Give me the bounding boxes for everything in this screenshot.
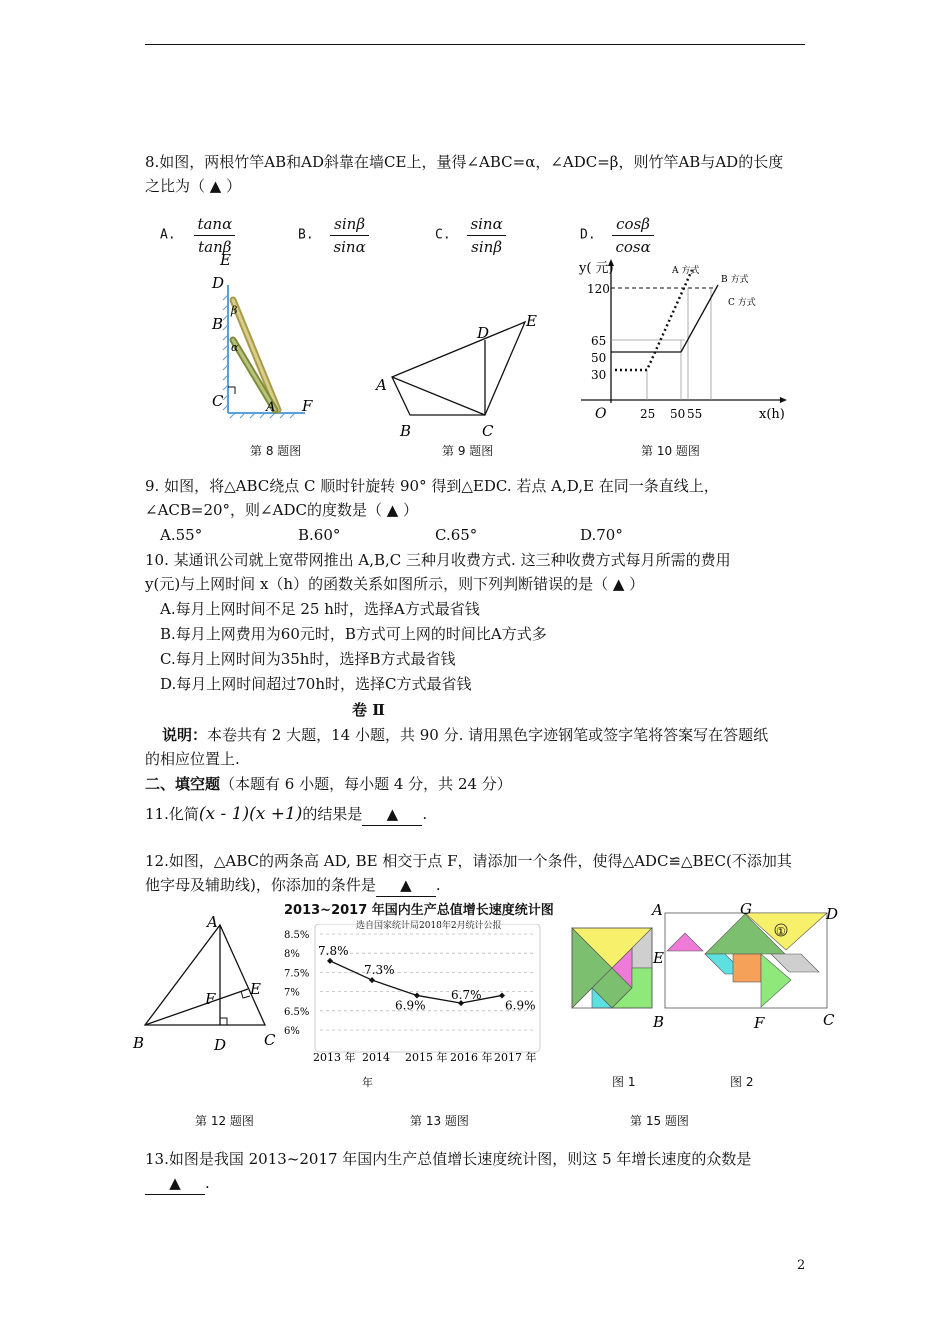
note-text: 本卷共有 2 大题，14 小题，共 90 分. 请用黑色字迹钢笔或签字笔将答案写在答题纸 <box>207 726 769 744</box>
fig9-caption: 第 9 题图 <box>442 444 494 458</box>
label-B: B <box>400 422 412 440</box>
numerator: tanα <box>194 213 235 236</box>
y-tick-label: 6% <box>284 1026 300 1037</box>
heading-label: 二、填空题 <box>145 775 221 793</box>
label-C: C <box>823 1011 835 1029</box>
q12-line2-text: 他字母及辅助线)，你添加的条件是 <box>145 876 376 894</box>
x-axis-extra-label: 年 <box>362 1076 373 1089</box>
page-number: 2 <box>797 1258 806 1273</box>
label-C: C <box>482 422 494 440</box>
q11-prefix: 11.化简 <box>145 805 199 823</box>
q8-stem-line1: 8.如图，两根竹竿AB和AD斜靠在墙CE上，量得∠ABC=α，∠ADC=β，则竹竿AB与AD的长度 <box>145 153 784 171</box>
y-tick-label: 7% <box>284 987 300 999</box>
label-alpha: α <box>231 341 239 354</box>
data-point <box>327 958 333 964</box>
figure-12 <box>130 905 280 1055</box>
y-tick-label: 7.5% <box>284 968 310 980</box>
q12-answer-blank[interactable]: ▲ <box>376 874 436 897</box>
fig10-caption: 第 10 题图 <box>641 444 700 458</box>
q10-option-c: C.每月上网时间为35h时，选择B方式最省钱 <box>160 650 456 668</box>
x-axis-label: x(h) <box>759 407 785 422</box>
fig15-sub2-caption: 图 2 <box>730 1075 754 1089</box>
q8-stem-line2: 之比为（ ▲ ） <box>145 177 242 195</box>
fig15-caption: 第 15 题图 <box>630 1114 689 1128</box>
denominator: tanβ <box>198 238 232 256</box>
y-tick-label: 6.5% <box>284 1006 310 1018</box>
y-tick-30: 30 <box>591 368 607 382</box>
q12-end: . <box>435 876 441 894</box>
fraction <box>330 213 368 258</box>
x-tick-label: 2016 年 <box>450 1051 493 1064</box>
label-A: A <box>207 913 218 931</box>
label-B: B <box>653 1013 665 1031</box>
denominator: sinα <box>333 238 366 256</box>
label-C: C <box>212 392 224 410</box>
q11-suffix: 的结果是 <box>302 805 363 823</box>
figure-9 <box>370 310 550 440</box>
figure-13-chart-title: 2013~2017 年国内生产总值增长速度统计图 <box>284 903 554 918</box>
data-label: 7.8% <box>318 943 349 958</box>
q12-line2 <box>145 874 441 897</box>
q10-option-b: B.每月上网费用为60元时，B方式可上网的时间比A方式多 <box>160 625 547 643</box>
label-D: D <box>212 274 225 292</box>
header-rule <box>145 44 805 45</box>
fraction <box>467 213 505 258</box>
y-tick-50: 50 <box>591 351 607 365</box>
x-tick-label: 2013 年 <box>313 1051 356 1064</box>
q9-option-a: A.55° <box>160 526 203 544</box>
q9-stem-line1: 9. 如图，将△ABC绕点 C 顺时针旋转 90° 得到△EDC. 若点 A,D,E 在同一条直线上， <box>145 477 719 495</box>
y-tick-120: 120 <box>587 282 610 296</box>
numerator: sinβ <box>330 213 368 236</box>
section-title: 卷 Ⅱ <box>352 701 385 719</box>
fig15-sub1-caption: 图 1 <box>612 1075 636 1089</box>
y-tick-label: 8.5% <box>284 930 310 941</box>
figure-13-chart <box>280 924 550 1094</box>
data-point <box>369 977 375 983</box>
q13-end: . <box>205 1174 210 1192</box>
legend-c: C 方式 <box>728 298 756 308</box>
label-beta: β <box>231 304 238 317</box>
x-tick-label: 2017 年 <box>494 1051 537 1064</box>
q13-line2 <box>145 1172 210 1195</box>
label-E: E <box>653 949 664 967</box>
data-label: 7.3% <box>364 963 395 978</box>
data-label: 6.7% <box>451 988 482 1003</box>
label-B: B <box>133 1034 145 1052</box>
x-tick-label: 2014 <box>362 1051 390 1064</box>
label-F: F <box>754 1014 765 1032</box>
label-B: B <box>212 315 224 333</box>
section-note-line2: 的相应位置上. <box>145 750 240 768</box>
fraction <box>612 213 653 258</box>
note-label: 说明： <box>162 726 208 744</box>
q10-option-a: A.每月上网时间不足 25 h时，选择A方式最省钱 <box>160 600 480 618</box>
legend-a: A 方式 <box>672 266 700 276</box>
q9-stem-line2: ∠ACB=20°，则∠ADC的度数是（ ▲ ） <box>145 501 419 519</box>
x-tick-25: 25 <box>640 407 656 421</box>
figure-15 <box>570 898 840 1038</box>
figure-10 <box>575 255 790 430</box>
label-D: D <box>826 905 839 923</box>
label-G: G <box>740 900 752 918</box>
q9-option-b: B.60° <box>298 526 341 544</box>
fig12-caption: 第 12 题图 <box>195 1114 254 1128</box>
denominator: sinβ <box>471 238 502 256</box>
data-label: 6.9% <box>505 998 536 1013</box>
fill-blank-heading <box>145 773 512 795</box>
q8-option-d <box>580 213 654 258</box>
option-letter: B. <box>298 227 314 243</box>
section-note-line1 <box>162 724 768 746</box>
q11-end: . <box>422 805 428 823</box>
option-letter: C. <box>435 227 451 243</box>
q8-option-c <box>435 213 506 258</box>
figure-13-chart-subtitle: 选自国家统计局2018年2月统计公报 <box>356 921 502 931</box>
label-A: A <box>266 400 276 415</box>
label-E: E <box>250 980 261 998</box>
y-tick-65: 65 <box>591 334 607 348</box>
label-F: F <box>205 990 216 1008</box>
q12-line1: 12.如图，△ABC的两条高 AD, BE 相交于点 F，请添加一个条件，使得△ADC≌△BEC(不添加其 <box>145 852 792 870</box>
figure-8 <box>200 250 330 425</box>
label-E: E <box>526 312 537 330</box>
data-label: 6.9% <box>395 998 426 1013</box>
label-C: C <box>264 1031 276 1049</box>
q11 <box>145 803 427 826</box>
origin-label: O <box>595 406 607 422</box>
x-tick-label: 2015 年 <box>405 1051 448 1064</box>
option-letter: D. <box>580 227 596 243</box>
fig8-caption: 第 8 题图 <box>250 444 302 458</box>
label-A: A <box>376 376 387 394</box>
q13-line1: 13.如图是我国 2013~2017 年国内生产总值增长速度统计图，则这 5 年增长速度的众数是 <box>145 1150 752 1168</box>
label-A: A <box>652 901 663 919</box>
numerator: cosβ <box>612 213 653 236</box>
denominator: cosα <box>615 238 651 256</box>
q13-answer-blank[interactable]: ▲ <box>145 1172 205 1195</box>
q9-option-c: C.65° <box>435 526 478 544</box>
y-axis-label: y( 元) <box>579 261 614 276</box>
label-D: D <box>477 324 490 342</box>
q10-stem-line1: 10. 某通讯公司就上宽带网推出 A,B,C 三种月收费方式. 这三种收费方式每月所需的费用 <box>145 551 731 569</box>
q10-stem-line2: y(元)与上网时间 x（h）的函数关系如图所示，则下列判断错误的是（ ▲ ） <box>145 575 645 593</box>
numerator: sinα <box>467 213 505 236</box>
q9-option-d: D.70° <box>580 526 623 544</box>
q11-answer-blank[interactable]: ▲ <box>362 803 422 826</box>
x-tick-50: 50 <box>670 407 686 421</box>
fig13-caption: 第 13 题图 <box>410 1114 469 1128</box>
y-tick-label: 8% <box>284 949 300 961</box>
q11-expression: (x - 1)(x +1) <box>198 804 303 824</box>
x-tick-55: 55 <box>687 407 703 421</box>
heading-detail: （本题有 6 小题，每小题 4 分，共 24 分） <box>220 775 512 793</box>
label-F: F <box>302 397 313 415</box>
q10-option-d: D.每月上网时间超过70h时，选择C方式最省钱 <box>160 675 472 693</box>
label-E: E <box>220 251 231 269</box>
legend-b: B 方式 <box>721 275 749 285</box>
label-D: D <box>214 1036 227 1054</box>
option-letter: A. <box>160 227 176 243</box>
label-circled-1: ① <box>776 925 786 938</box>
